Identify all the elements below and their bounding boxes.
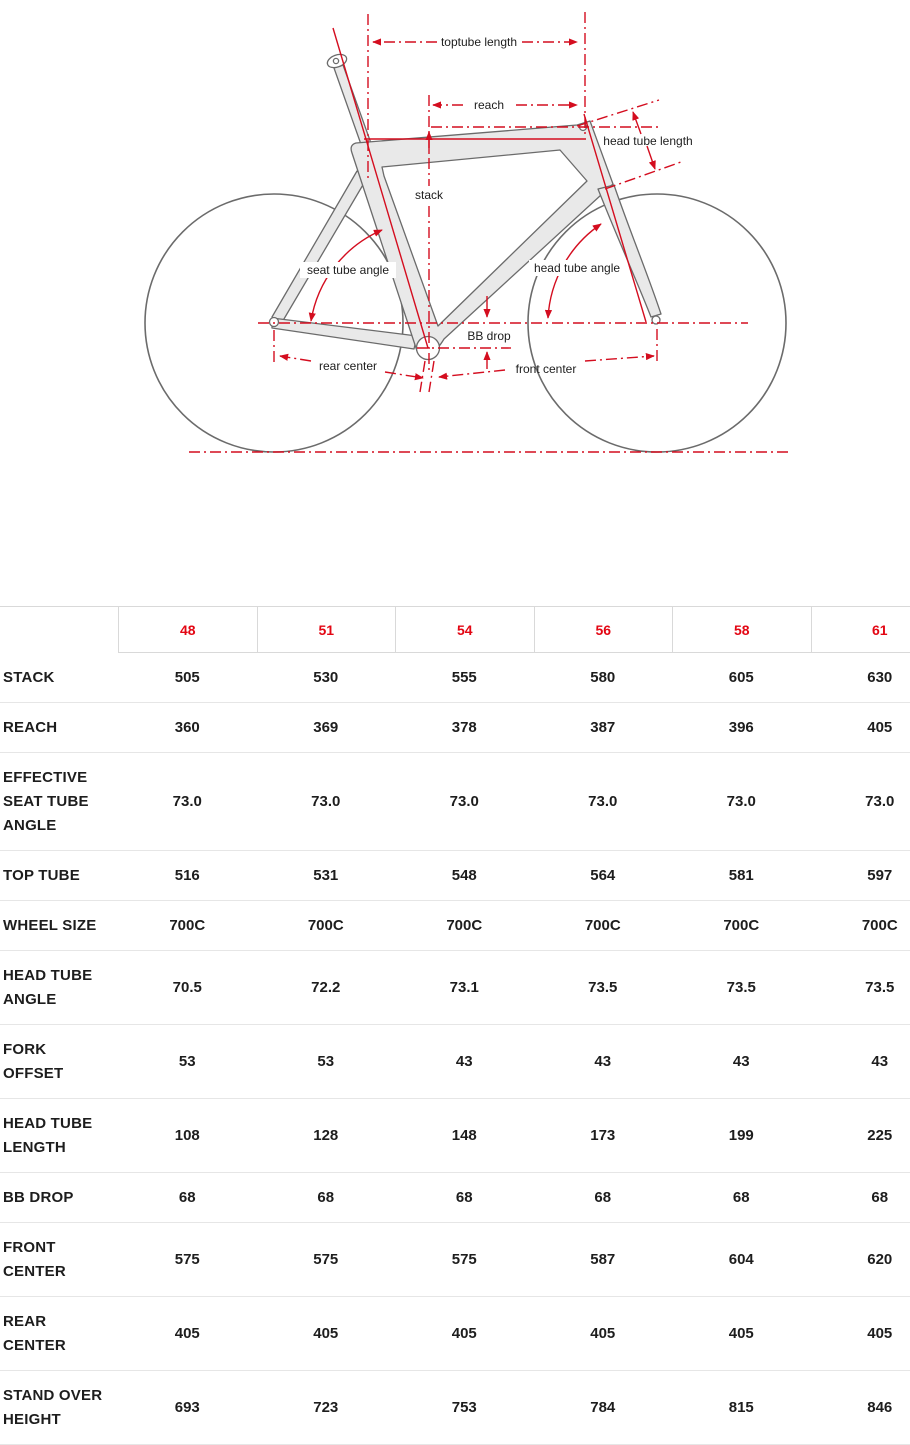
cell-value: 700C xyxy=(672,914,811,938)
geometry-diagram-svg xyxy=(0,0,910,520)
size-header-row xyxy=(0,606,910,653)
cell-value: 405 xyxy=(811,716,910,740)
table-row xyxy=(0,1099,910,1173)
cell-value: 700C xyxy=(118,914,257,938)
label-stack: stack xyxy=(415,188,444,202)
cell-value: 73.5 xyxy=(672,976,811,1000)
row-label-line: FORK xyxy=(3,1038,118,1062)
cell-value: 73.0 xyxy=(534,790,673,814)
cell-value: 43 xyxy=(672,1050,811,1074)
row-label xyxy=(0,914,118,938)
label-front-center: front center xyxy=(516,362,577,376)
size-column-header: 56 xyxy=(534,607,673,653)
label-head-tube-angle: head tube angle xyxy=(534,261,620,275)
bike-geometry-diagram xyxy=(0,0,910,520)
row-label xyxy=(0,716,118,740)
cell-value: 405 xyxy=(257,1322,396,1346)
row-label-line: TOP TUBE xyxy=(3,864,118,888)
label-toptube-length: toptube length xyxy=(441,35,517,49)
cell-value: 173 xyxy=(534,1124,673,1148)
cell-value: 53 xyxy=(257,1050,396,1074)
front-center-dim-right xyxy=(585,356,654,361)
table-row xyxy=(0,1173,910,1223)
size-column-header: 54 xyxy=(395,607,534,653)
row-label-line: WHEEL SIZE xyxy=(3,914,118,938)
cell-value: 630 xyxy=(811,666,910,690)
cell-value: 396 xyxy=(672,716,811,740)
cell-value: 548 xyxy=(395,864,534,888)
rear-dropout xyxy=(270,318,279,327)
cell-value: 530 xyxy=(257,666,396,690)
cell-value: 73.0 xyxy=(672,790,811,814)
cell-value: 68 xyxy=(257,1186,396,1210)
cell-value: 700C xyxy=(534,914,673,938)
cell-value: 700C xyxy=(257,914,396,938)
cell-value: 72.2 xyxy=(257,976,396,1000)
bb-boundary-left xyxy=(420,361,425,392)
cell-value: 723 xyxy=(257,1396,396,1420)
row-label-line: HEIGHT xyxy=(3,1408,118,1432)
cell-value: 846 xyxy=(811,1396,910,1420)
cell-value: 405 xyxy=(534,1322,673,1346)
cell-value: 225 xyxy=(811,1124,910,1148)
table-row xyxy=(0,1223,910,1297)
cell-value: 387 xyxy=(534,716,673,740)
row-label xyxy=(0,1236,118,1284)
cell-value: 73.0 xyxy=(118,790,257,814)
head-tube-length-arrow-down xyxy=(647,146,655,169)
geometry-table xyxy=(0,606,910,1445)
label-bb-drop: BB drop xyxy=(467,329,511,343)
cell-value: 43 xyxy=(395,1050,534,1074)
cell-value: 68 xyxy=(811,1186,910,1210)
row-label xyxy=(0,1384,118,1432)
label-reach: reach xyxy=(474,98,504,112)
cell-value: 700C xyxy=(395,914,534,938)
row-label-line: REAR xyxy=(3,1310,118,1334)
table-row xyxy=(0,951,910,1025)
row-label-line: EFFECTIVE xyxy=(3,766,118,790)
head-tube-length-boundary-bottom xyxy=(605,162,681,189)
row-label-line: CENTER xyxy=(3,1334,118,1358)
header-spacer xyxy=(0,607,118,653)
row-label xyxy=(0,1186,118,1210)
row-label xyxy=(0,1112,118,1160)
front-center-dim-left xyxy=(439,370,505,377)
saddle-clamp xyxy=(333,58,338,63)
row-label-line: CENTER xyxy=(3,1260,118,1284)
row-label xyxy=(0,864,118,888)
table-row xyxy=(0,1297,910,1371)
row-label xyxy=(0,666,118,690)
row-label-line: LENGTH xyxy=(3,1136,118,1160)
cell-value: 405 xyxy=(118,1322,257,1346)
cell-value: 68 xyxy=(672,1186,811,1210)
cell-value: 199 xyxy=(672,1124,811,1148)
row-label-line: ANGLE xyxy=(3,988,118,1012)
cell-value: 369 xyxy=(257,716,396,740)
cell-value: 581 xyxy=(672,864,811,888)
cell-value: 597 xyxy=(811,864,910,888)
cell-value: 68 xyxy=(118,1186,257,1210)
row-label-line: HEAD TUBE xyxy=(3,964,118,988)
bb-boundary-right xyxy=(429,361,434,392)
row-label-line: OFFSET xyxy=(3,1062,118,1086)
size-column-header: 58 xyxy=(672,607,811,653)
cell-value: 575 xyxy=(257,1248,396,1272)
cell-value: 128 xyxy=(257,1124,396,1148)
table-row xyxy=(0,753,910,851)
cell-value: 564 xyxy=(534,864,673,888)
cell-value: 68 xyxy=(395,1186,534,1210)
cell-value: 516 xyxy=(118,864,257,888)
row-label-line: STAND OVER xyxy=(3,1384,118,1408)
label-seat-tube-angle: seat tube angle xyxy=(307,263,389,277)
cell-value: 605 xyxy=(672,666,811,690)
head-tube-length-arrow-up xyxy=(633,112,641,134)
cell-value: 700C xyxy=(811,914,910,938)
cell-value: 73.0 xyxy=(257,790,396,814)
fork xyxy=(598,185,661,317)
cell-value: 405 xyxy=(672,1322,811,1346)
cell-value: 405 xyxy=(811,1322,910,1346)
cell-value: 505 xyxy=(118,666,257,690)
cell-value: 575 xyxy=(118,1248,257,1272)
row-label-line: REACH xyxy=(3,716,118,740)
size-column-header: 61 xyxy=(811,607,910,653)
size-column-header: 51 xyxy=(257,607,396,653)
cell-value: 43 xyxy=(811,1050,910,1074)
cell-value: 73.0 xyxy=(811,790,910,814)
cell-value: 73.1 xyxy=(395,976,534,1000)
cell-value: 405 xyxy=(395,1322,534,1346)
cell-value: 784 xyxy=(534,1396,673,1420)
label-head-tube-length: head tube length xyxy=(603,134,692,148)
cell-value: 604 xyxy=(672,1248,811,1272)
cell-value: 73.5 xyxy=(534,976,673,1000)
geometry-table-body xyxy=(0,653,910,1445)
row-label-line: HEAD TUBE xyxy=(3,1112,118,1136)
row-label-line: SEAT TUBE xyxy=(3,790,118,814)
cell-value: 555 xyxy=(395,666,534,690)
cell-value: 53 xyxy=(118,1050,257,1074)
cell-value: 620 xyxy=(811,1248,910,1272)
table-row xyxy=(0,851,910,901)
cell-value: 43 xyxy=(534,1050,673,1074)
table-row xyxy=(0,703,910,753)
row-label-line: BB DROP xyxy=(3,1186,118,1210)
rear-center-dim-left xyxy=(280,356,311,361)
row-label xyxy=(0,1038,118,1086)
row-label-line: ANGLE xyxy=(3,814,118,838)
cell-value: 148 xyxy=(395,1124,534,1148)
cell-value: 753 xyxy=(395,1396,534,1420)
cell-value: 68 xyxy=(534,1186,673,1210)
cell-value: 73.0 xyxy=(395,790,534,814)
cell-value: 815 xyxy=(672,1396,811,1420)
cell-value: 587 xyxy=(534,1248,673,1272)
cell-value: 360 xyxy=(118,716,257,740)
row-label-line: STACK xyxy=(3,666,118,690)
label-rear-center: rear center xyxy=(319,359,377,373)
table-row xyxy=(0,1025,910,1099)
seatpost xyxy=(334,65,372,150)
cell-value: 693 xyxy=(118,1396,257,1420)
table-row xyxy=(0,1371,910,1445)
size-column-header: 48 xyxy=(118,607,257,653)
row-label-line: FRONT xyxy=(3,1236,118,1260)
cell-value: 108 xyxy=(118,1124,257,1148)
cell-value: 575 xyxy=(395,1248,534,1272)
row-label xyxy=(0,1310,118,1358)
cell-value: 73.5 xyxy=(811,976,910,1000)
cell-value: 378 xyxy=(395,716,534,740)
cell-value: 531 xyxy=(257,864,396,888)
cell-value: 580 xyxy=(534,666,673,690)
table-row xyxy=(0,653,910,703)
table-row xyxy=(0,901,910,951)
cell-value: 70.5 xyxy=(118,976,257,1000)
row-label xyxy=(0,964,118,1012)
row-label xyxy=(0,766,118,838)
